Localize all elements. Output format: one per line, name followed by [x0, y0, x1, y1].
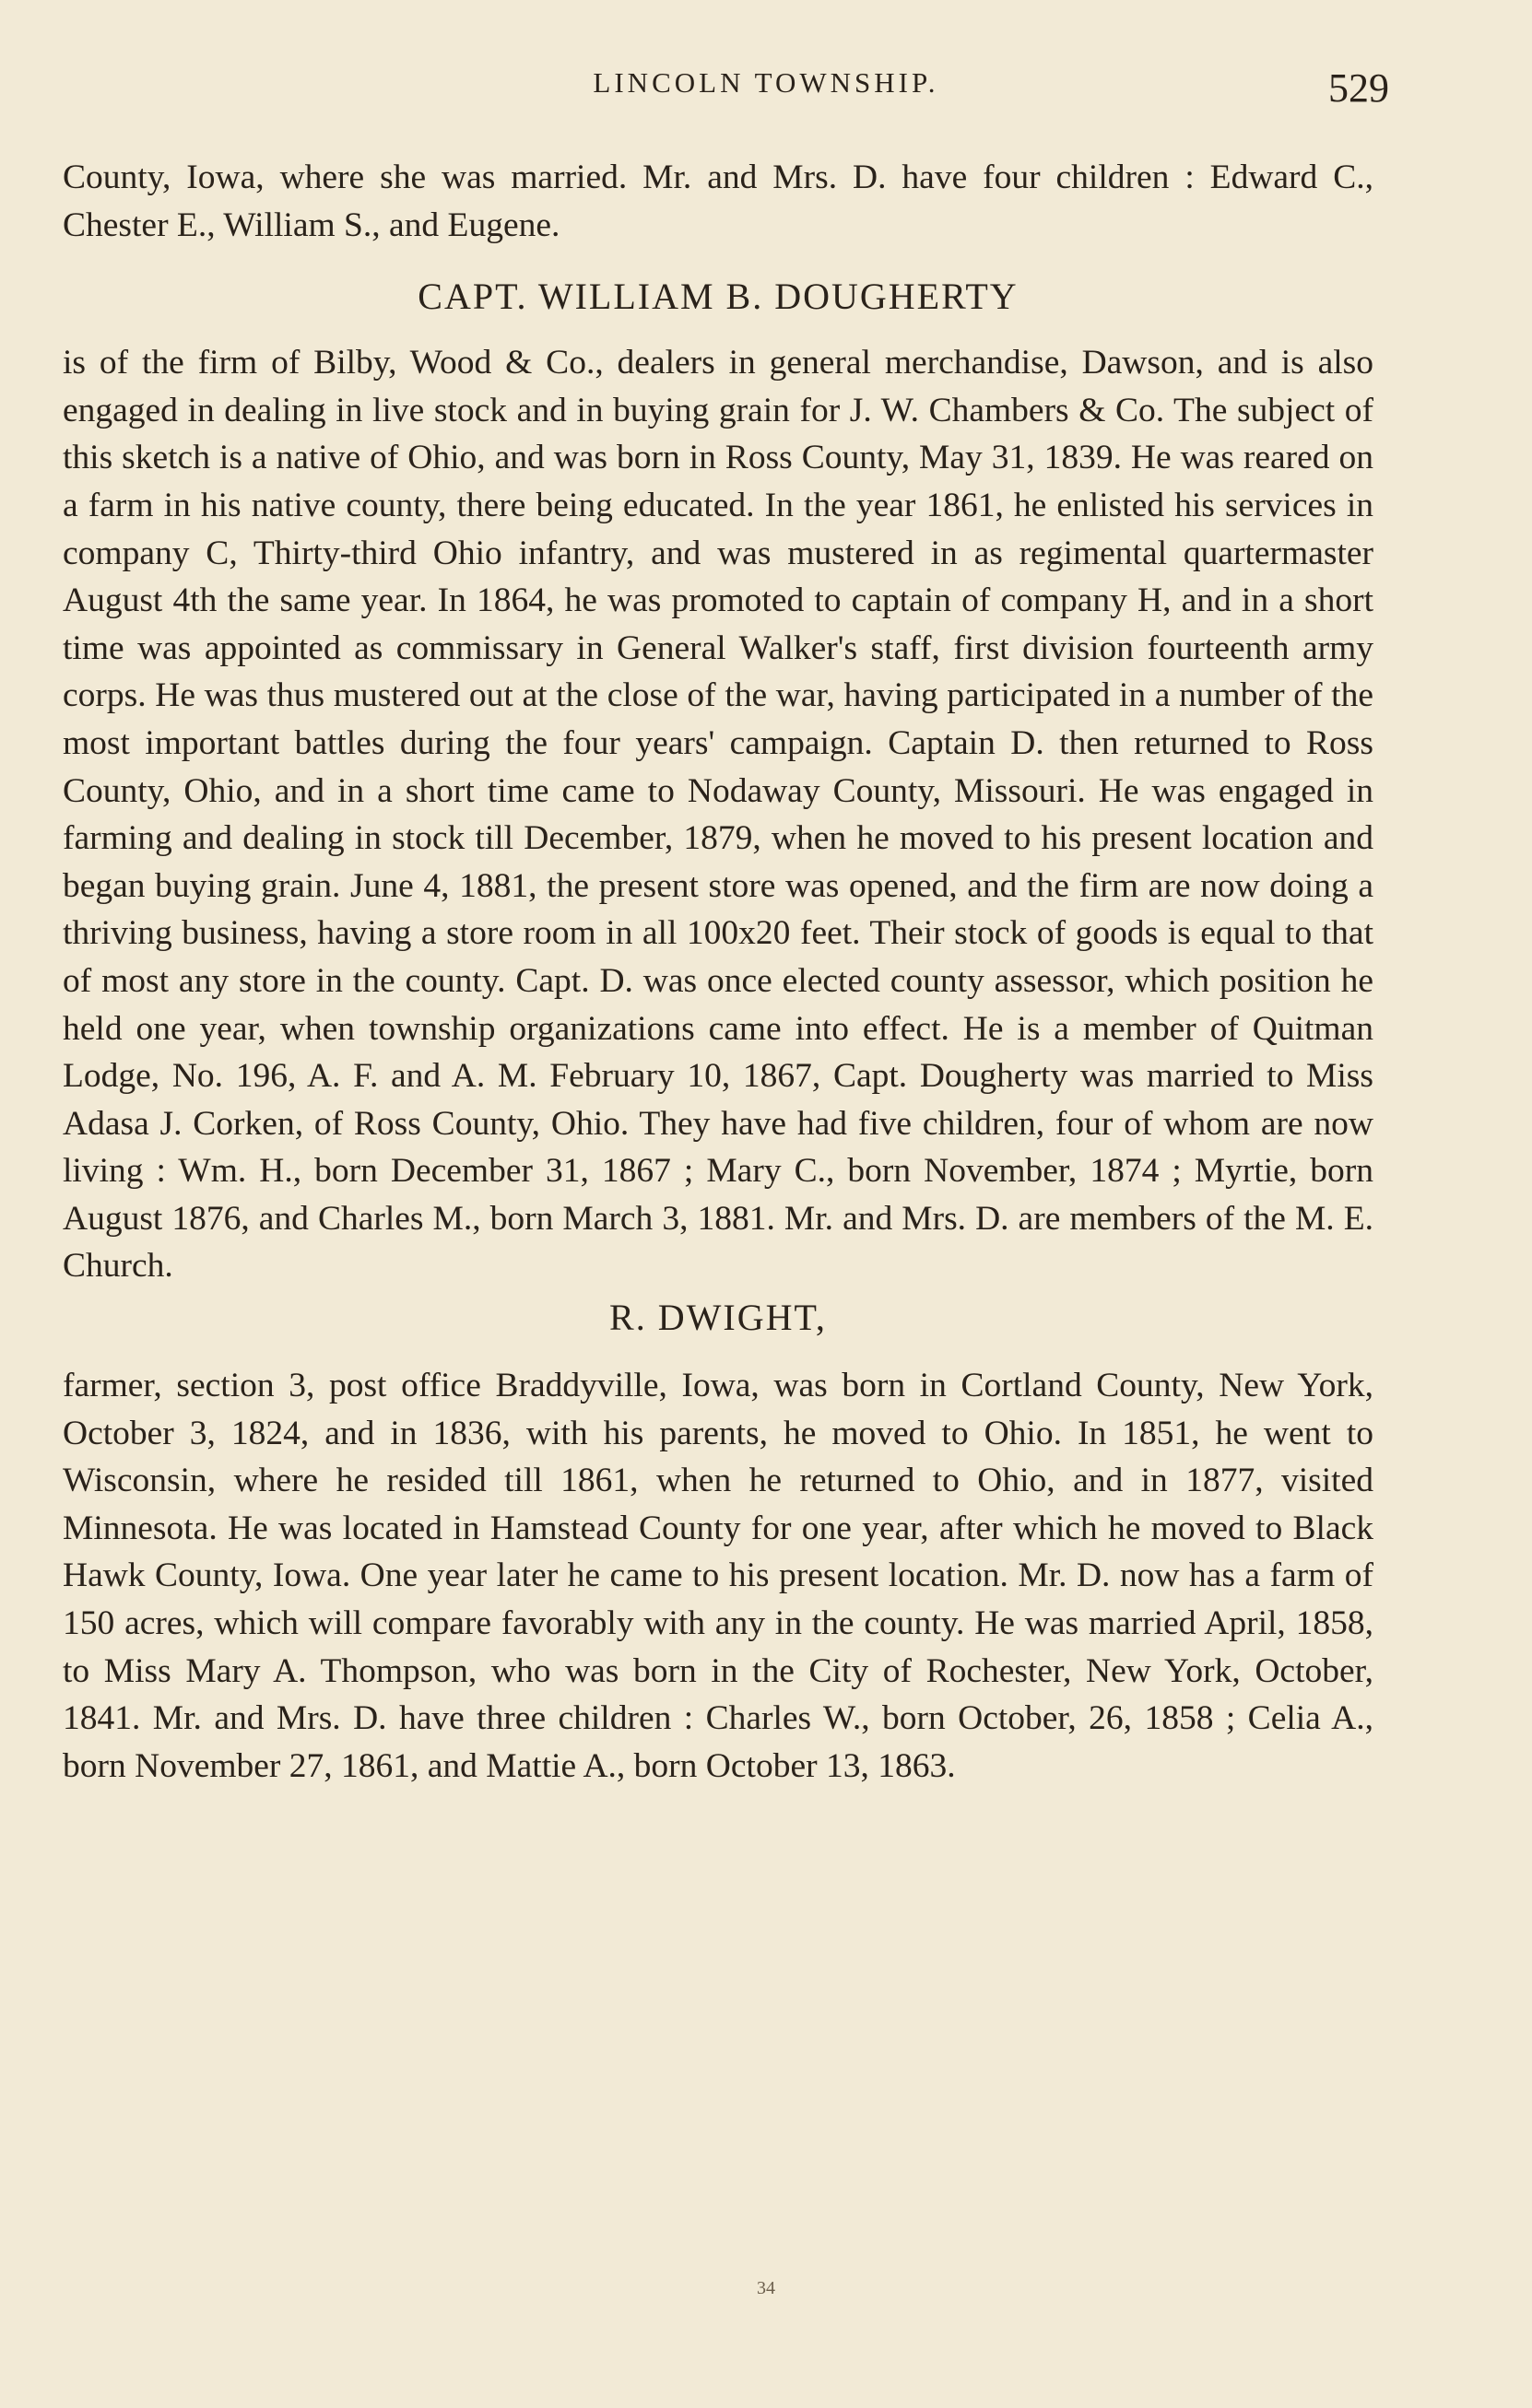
section-paragraph-dougherty: is of the firm of Bilby, Wood & Co., dealers in general merchandise, Dawson, and is also engaged in dealing in live stock and in buying grain for J. W. Chambers & Co. The subject of this sketch is a native of Ohio, and was born in Ross County, May 31, 1839. He was reared on a farm in his native county, there being educated. In the year 1861, he enlisted his services in company C, Thirty-third Ohio infantry, and was mustered in as regimental quartermaster August 4th the same year. In 1864, he was promoted to captain of company H, and in a short time was appointed as commissary in General Walker's staff, first division fourteenth army corps. He was thus mustered out at the close of the war, having participated in a number of the most important battles during the four years' campaign. Captain D. then returned to Ross County, Ohio, and in a short time came to Nodaway County, Missouri. He was engaged in farming and dealing in stock till December, 1879, when he moved to his present location and began buying grain. June 4, 1881, the present store was opened, and the firm are now doing a thriving business, having a store room in all 100x20 feet. Their stock of goods is equal to that of most any store in the county. Capt. D. was once elected county assessor, which position he held one year, when township organizations came into effect. He is a member of Quitman Lodge, No. 196, A. F. and A. M. February 10, 1867, Capt. Dougherty was married to Miss Adasa J. Corken, of Ross County, Ohio. They have had five children, four of whom are now living : Wm. H., born December 31, 1867 ; Mary C., born November, 1874 ; Myrtie, born August 1876, and Charles M., born March 3, 1881. Mr. and Mrs. D. are members of the M. E. Church. — [63, 344, 1373, 1286]
page-body — [63, 154, 1373, 1790]
section-heading-dougherty: CAPT. WILLIAM B. DOUGHERTY — [418, 276, 1019, 318]
intro-paragraph: County, Iowa, where she was married. Mr. and Mrs. D. have four children : Edward C., Chester E., William S., and Eugene. — [63, 159, 1373, 244]
signature-mark: 34 — [757, 2278, 775, 2298]
page-number: 529 — [1328, 65, 1389, 111]
running-head: LINCOLN TOWNSHIP. — [593, 66, 939, 99]
section-paragraph-dwight: farmer, section 3, post office Braddyville, Iowa, was born in Cortland County, New York, October 3, 1824, and in 1836, with his parents, he moved to Ohio. In 1851, he went to Wisconsin, where he resided till 1861, when he returned to Ohio, and in 1877, visited Minnesota. He was located in Hamstead County for one year, after which he moved to Black Hawk County, Iowa. One year later he came to his present location. Mr. D. now has a farm of 150 acres, which will compare favorably with any in the county. He was married April, 1858, to Miss Mary A. Thompson, who was born in the City of Rochester, New York, October, 1841. Mr. and Mrs. D. have three children : Charles W., born October, 26, 1858 ; Celia A., born November 27, 1861, and Mattie A., born October 13, 1863. — [63, 1367, 1373, 1785]
section-heading-dwight: R. DWIGHT, — [609, 1297, 827, 1339]
